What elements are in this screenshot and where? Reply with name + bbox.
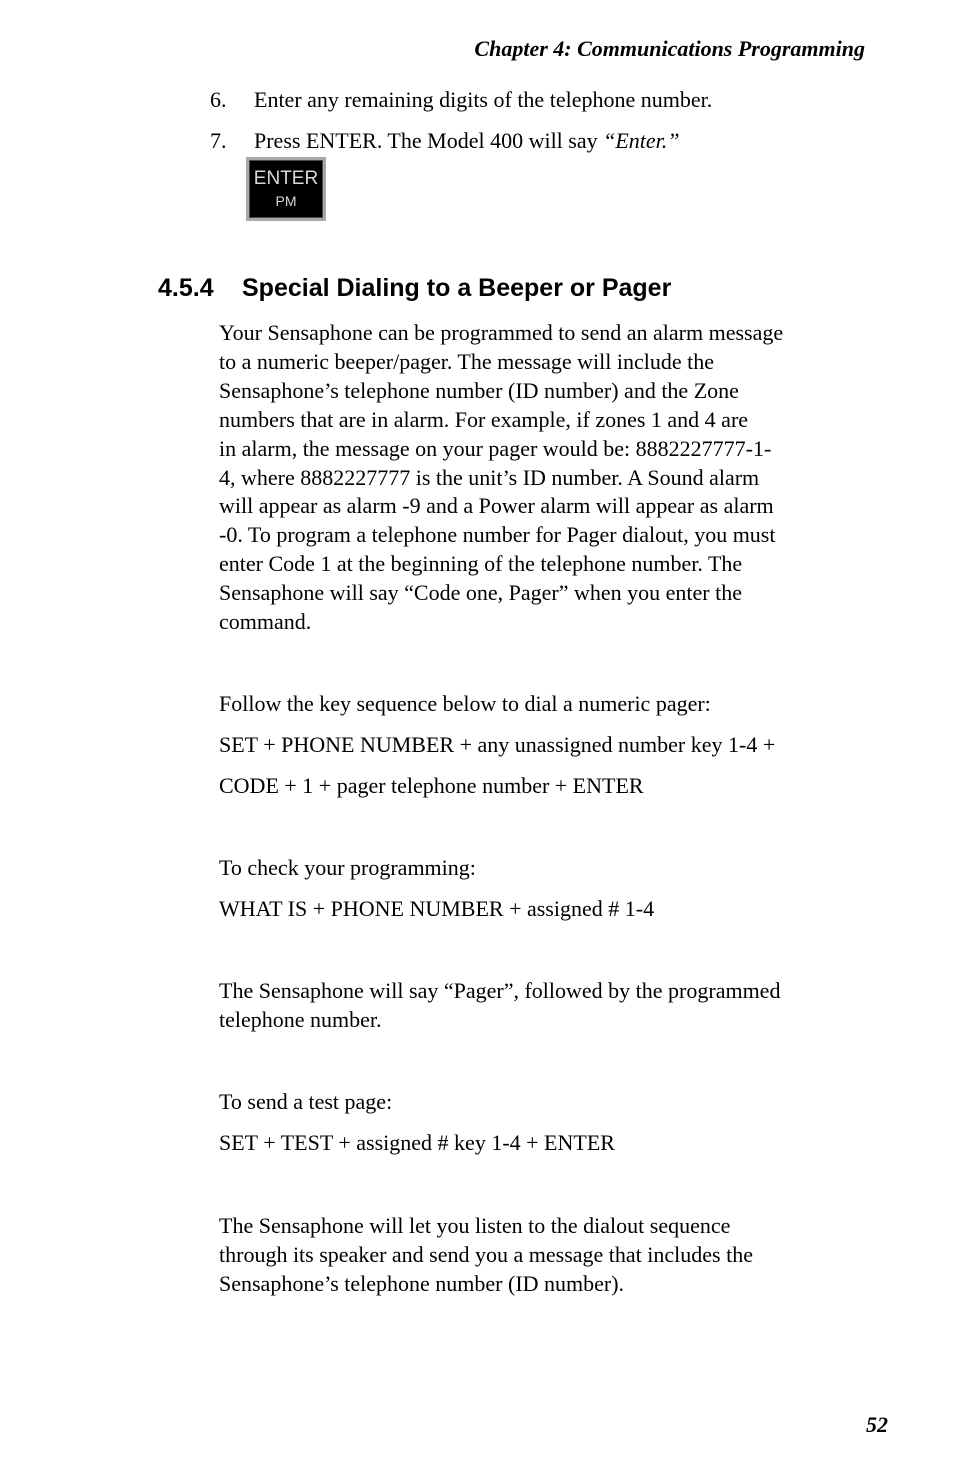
section-number: 4.5.4 xyxy=(158,274,214,302)
paragraph-line: telephone number. xyxy=(219,1006,382,1032)
section-title: Special Dialing to a Beeper or Pager xyxy=(242,274,672,302)
test-page-intro: To send a test page: xyxy=(219,1089,393,1114)
paragraph-line: enter Code 1 at the beginning of the telephone number. The xyxy=(219,551,743,577)
chapter-header: Chapter 4: Communications Programming xyxy=(474,36,865,61)
paragraph-line: Sensaphone’s telephone number (ID number) and the Zone xyxy=(219,377,739,403)
test-page-sequence: SET + TEST + assigned # key 1-4 + ENTER xyxy=(219,1130,615,1155)
paragraph-line: command. xyxy=(219,609,312,635)
step-text: Enter any remaining digits of the telephone number. xyxy=(254,87,713,112)
dial-sequence-line: CODE + 1 + pager telephone number + ENTER xyxy=(219,773,644,798)
paragraph-line: will appear as alarm -9 and a Power alarm will appear as alarm xyxy=(219,493,774,519)
paragraph-line: in alarm, the message on your pager would be: 8882227777-1- xyxy=(219,435,772,461)
closing-paragraph xyxy=(219,1212,753,1299)
intro-paragraph xyxy=(219,319,783,637)
step-7 xyxy=(210,128,680,154)
dial-sequence-line: SET + PHONE NUMBER + any unassigned number key 1-4 + xyxy=(219,732,776,757)
enter-key-sublabel: PM xyxy=(275,193,297,209)
paragraph-line: -0. To program a telephone number for Pager dialout, you must xyxy=(219,522,776,548)
step-number: 6. xyxy=(210,87,227,112)
check-intro: To check your programming: xyxy=(219,855,476,880)
paragraph-line: The Sensaphone will say “Pager”, followed by the programmed xyxy=(219,978,781,1003)
step-6 xyxy=(210,87,712,113)
paragraph-line: numbers that are in alarm. For example, if zones 1 and 4 are xyxy=(219,406,749,432)
paragraph-line: 4, where 8882227777 is the unit’s ID number. A Sound alarm xyxy=(219,464,760,490)
page-number: 52 xyxy=(866,1412,888,1437)
paragraph-line: Your Sensaphone can be programmed to send an alarm message xyxy=(219,320,784,345)
enter-key-label: ENTER xyxy=(253,168,319,189)
paragraph-line: Sensaphone will say “Code one, Pager” when you enter the xyxy=(219,580,742,606)
step-text: Press ENTER. The Model 400 will say xyxy=(254,128,604,153)
paragraph-line: through its speaker and send you a message that includes the xyxy=(219,1241,753,1267)
paragraph-line: The Sensaphone will let you listen to the dialout sequence xyxy=(219,1213,731,1238)
step-emphasis: “Enter.” xyxy=(603,128,680,153)
paragraph-line: Sensaphone’s telephone number (ID number). xyxy=(219,1270,625,1296)
enter-key-image xyxy=(246,157,326,221)
dial-sequence-intro: Follow the key sequence below to dial a numeric pager: xyxy=(219,691,711,716)
pager-response-paragraph xyxy=(219,977,780,1035)
section-heading xyxy=(158,274,671,303)
paragraph-line: to a numeric beeper/pager. The message will include the xyxy=(219,348,715,374)
step-number: 7. xyxy=(210,128,227,153)
check-sequence: WHAT IS + PHONE NUMBER + assigned # 1-4 xyxy=(219,896,655,921)
